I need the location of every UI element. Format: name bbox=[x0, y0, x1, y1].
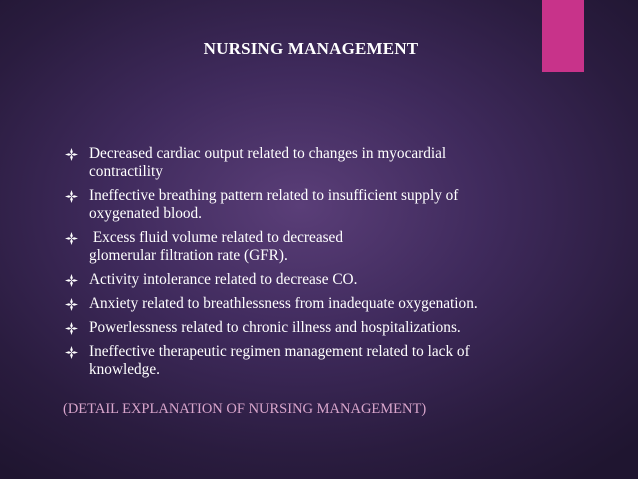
bullet-line-2: oxygenated blood. bbox=[89, 205, 203, 222]
list-item bbox=[63, 271, 583, 289]
slide-title: NURSING MANAGEMENT bbox=[203, 39, 419, 58]
diamond-flower-icon bbox=[65, 346, 78, 359]
list-item bbox=[63, 343, 583, 379]
list-item bbox=[63, 295, 583, 313]
diamond-flower-icon bbox=[65, 148, 78, 161]
bullet-line-2: contractility bbox=[89, 163, 163, 180]
detail-explanation-note: (DETAIL EXPLANATION OF NURSING MANAGEMENT) bbox=[63, 401, 427, 417]
diamond-flower-icon bbox=[65, 190, 78, 203]
bullet-line-1: Excess fluid volume related to decreased bbox=[89, 229, 343, 246]
bullet-line-1: Anxiety related to breathlessness from inadequate oxygenation. bbox=[89, 295, 478, 312]
bullet-line-1: Ineffective breathing pattern related to insufficient supply of bbox=[89, 187, 459, 204]
bullet-line-1: Activity intolerance related to decrease CO. bbox=[89, 271, 358, 288]
bullet-list bbox=[63, 145, 583, 385]
diamond-flower-icon bbox=[65, 322, 78, 335]
list-item bbox=[63, 187, 583, 223]
diamond-flower-icon bbox=[65, 298, 78, 311]
bullet-line-2: knowledge. bbox=[89, 361, 160, 378]
list-item bbox=[63, 319, 583, 337]
bullet-line-1: Ineffective therapeutic regimen management related to lack of bbox=[89, 343, 470, 360]
accent-bar bbox=[542, 0, 584, 72]
bullet-line-1: Powerlessness related to chronic illness and hospitalizations. bbox=[89, 319, 461, 336]
bullet-line-2: glomerular filtration rate (GFR). bbox=[89, 247, 288, 264]
diamond-flower-icon bbox=[65, 274, 78, 287]
bullet-line-1: Decreased cardiac output related to changes in myocardial bbox=[89, 145, 447, 162]
list-item bbox=[63, 229, 583, 265]
list-item bbox=[63, 145, 583, 181]
diamond-flower-icon bbox=[65, 232, 78, 245]
